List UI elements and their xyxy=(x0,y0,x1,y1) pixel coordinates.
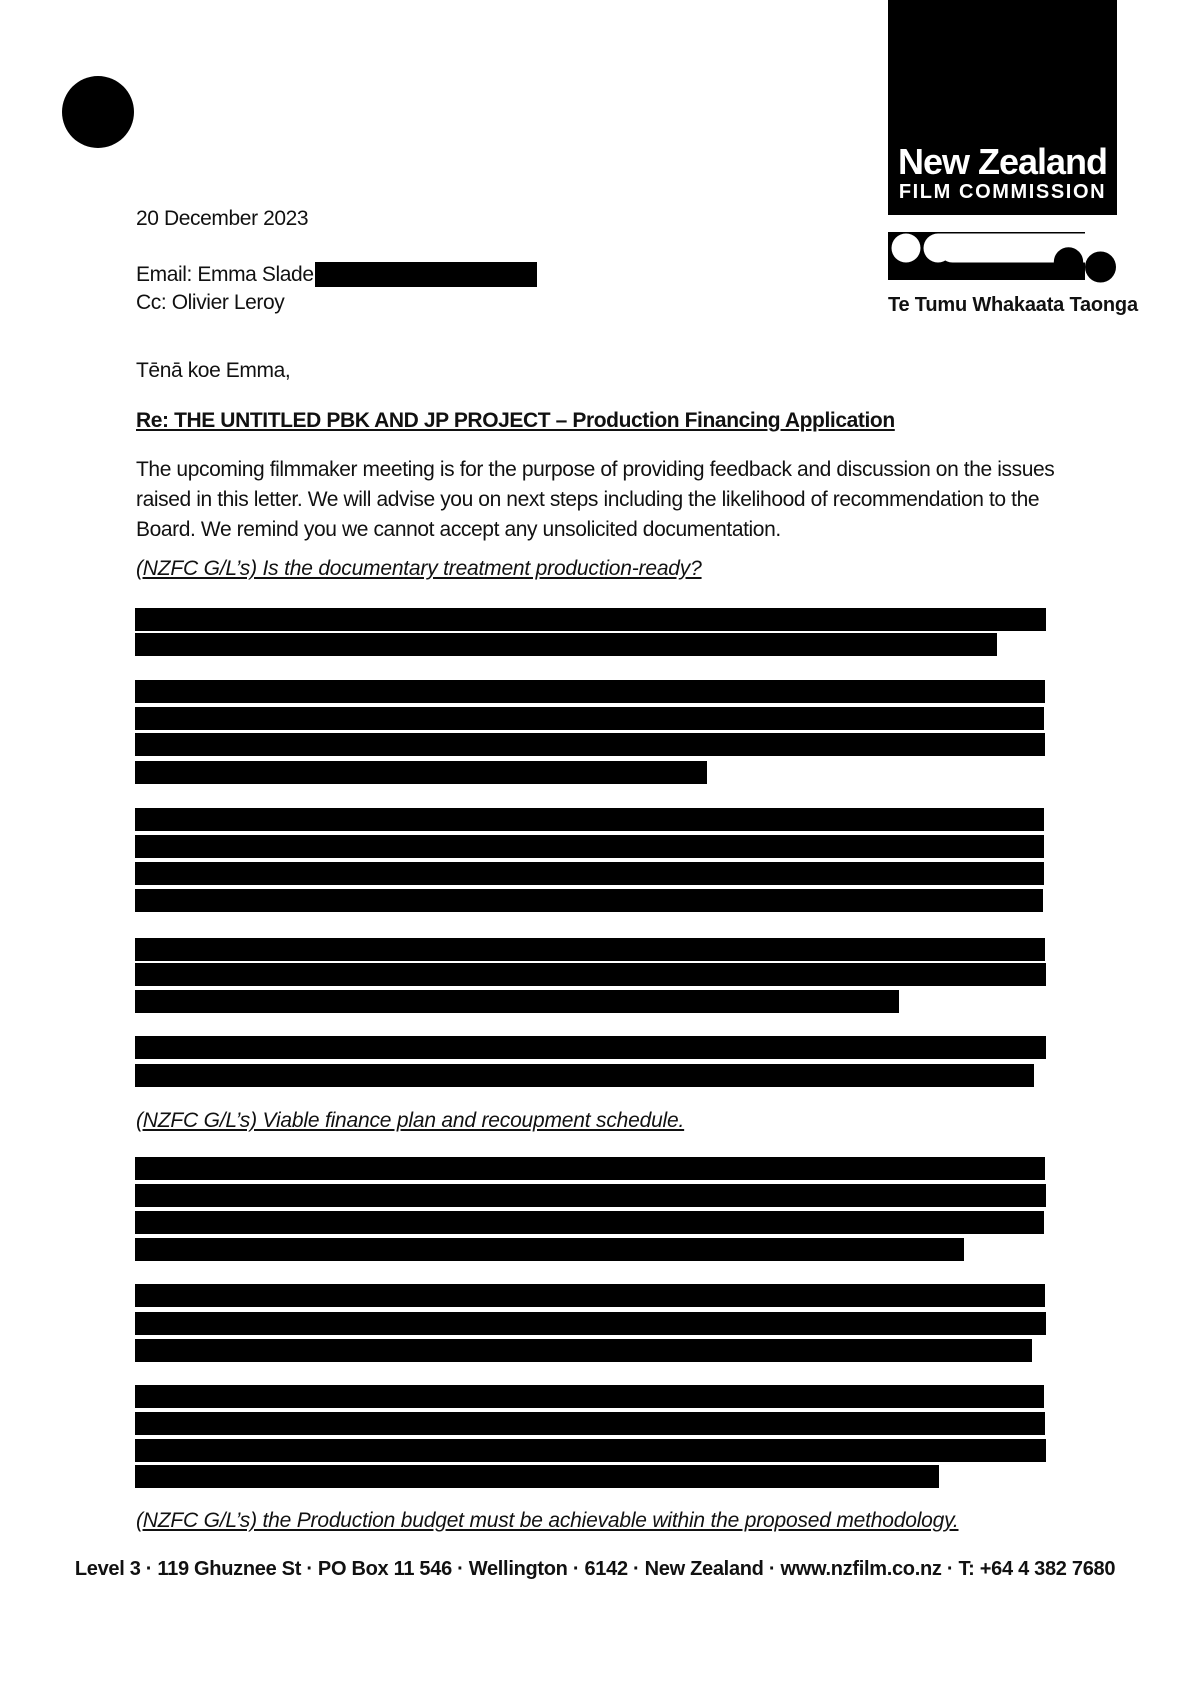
redaction-bar xyxy=(135,835,1044,858)
redaction-bar xyxy=(135,1211,1044,1234)
section-heading-treatment: (NZFC G/L’s) Is the documentary treatment production-ready? xyxy=(136,557,702,580)
redaction-bar xyxy=(135,1284,1045,1307)
nzfc-tohu-icon xyxy=(888,232,1118,288)
redaction-bar xyxy=(135,963,1046,986)
redaction-bar xyxy=(135,1238,964,1261)
greeting: Tēnā koe Emma, xyxy=(136,359,291,382)
redaction-bar xyxy=(135,1157,1045,1180)
logo-title: New Zealand xyxy=(897,141,1108,182)
paragraph-line: The upcoming filmmaker meeting is for the purpose of providing feedback and discussion on the issues xyxy=(136,458,1055,481)
redaction-bar xyxy=(135,633,997,656)
redaction-bar xyxy=(135,761,707,784)
redaction-bar xyxy=(135,990,899,1013)
paragraph-line: raised in this letter. We will advise you on next steps including the likelihood of recommendation to the xyxy=(136,488,1040,511)
logo-maori-name: Te Tumu Whakaata Taonga xyxy=(888,294,1138,316)
email-recipient-line: Email: Emma Slade xyxy=(136,263,314,286)
subject-line: Re: THE UNTITLED PBK AND JP PROJECT – Production Financing Application xyxy=(136,409,895,432)
redaction-bar xyxy=(135,1385,1044,1408)
nzfc-logo xyxy=(888,0,1117,215)
letter-date: 20 December 2023 xyxy=(136,207,309,230)
redaction-bar xyxy=(135,1439,1046,1462)
redaction-bar xyxy=(135,707,1044,730)
redaction-bar xyxy=(135,1064,1034,1087)
redaction-bar xyxy=(135,1339,1032,1362)
section-heading-production-budget: (NZFC G/L’s) the Production budget must be achievable within the proposed methodology. xyxy=(136,1509,959,1532)
paragraph-line: Board. We remind you we cannot accept any unsolicited documentation. xyxy=(136,518,781,541)
logo-subtitle: FILM COMMISSION xyxy=(898,181,1107,203)
redaction-bar xyxy=(135,862,1044,885)
redaction-bar xyxy=(135,938,1045,961)
hole-punch-mark xyxy=(62,76,134,148)
section-heading-finance-plan: (NZFC G/L’s) Viable finance plan and recoupment schedule. xyxy=(136,1109,685,1132)
redaction-bar xyxy=(135,808,1044,831)
redaction-bar xyxy=(135,1184,1046,1207)
redaction-bar xyxy=(135,608,1046,631)
redaction-bar xyxy=(135,1036,1046,1059)
redaction-bar xyxy=(135,1412,1045,1435)
redaction-bar xyxy=(135,733,1045,756)
redaction-bar-email xyxy=(315,262,537,287)
footer-address-line: Level 3 · 119 Ghuznee St · PO Box 11 546 · Wellington · 6142 · New Zealand · www.nzfilm.co.nz · T: +64 4 382 7680 xyxy=(74,1558,1116,1580)
redaction-bar xyxy=(135,1312,1046,1335)
redaction-bar xyxy=(135,889,1043,912)
intro-paragraph xyxy=(136,457,1054,547)
redaction-bar xyxy=(135,680,1045,703)
cc-recipient-line: Cc: Olivier Leroy xyxy=(136,291,285,314)
redaction-bar xyxy=(135,1465,939,1488)
